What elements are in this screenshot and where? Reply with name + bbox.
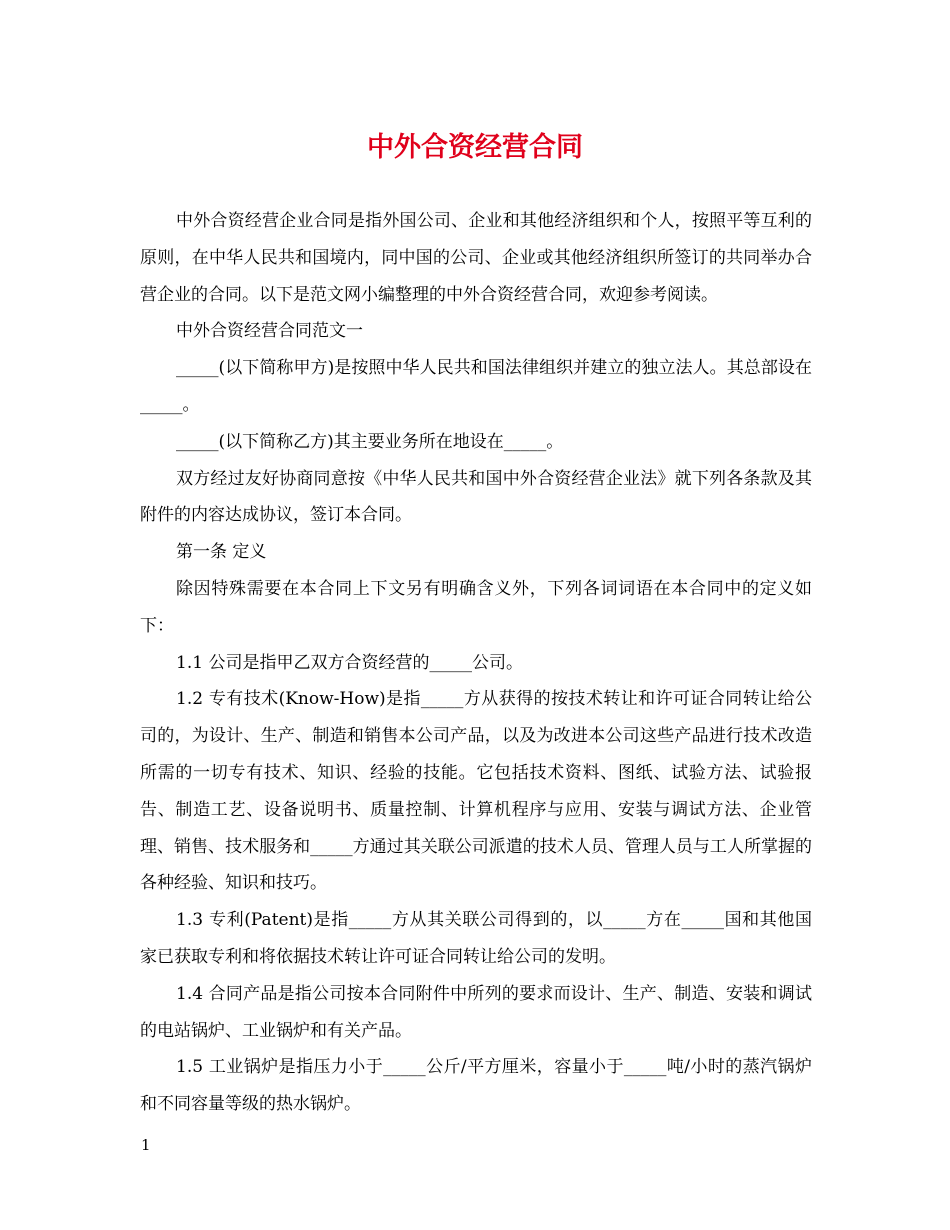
definition-1-2: 1.2 专有技术(Know-How)是指_____方从获得的按技术转让和许可证合同转让给公司的，为设计、生产、制造和销售本公司产品，以及为改进本公司这些产品进行技术改造所需的一切专有技术、知识、经验的技能。它包括技术资料、图纸、试验方法、试验报告、制造工艺、设备说明书、质量控制、计算机程序与应用、安装与调试方法、企业管理、销售、技术服务和_____方通过其关联公司派遣的技术人员、管理人员与工人所掌握的各种经验、知识和技巧。 <box>140 689 812 894</box>
definitions-intro: 除因特殊需要在本合同上下文另有明确含义外，下列各词词语在本合同中的定义如下： <box>140 578 812 636</box>
document-title: 中外合资经营合同 <box>367 132 583 163</box>
article-one-heading: 第一条 定义 <box>176 542 267 563</box>
intro-paragraph: 中外合资经营企业合同是指外国公司、企业和其他经济组织和个人，按照平等互利的原则，在中华人民共和国境内，同中国的公司、企业或其他经济组织所签订的共同举办合营企业的合同。以下是范文网小编整理的中外合资经营合同，欢迎参考阅读。 <box>140 211 812 305</box>
definition-1-1: 1.1 公司是指甲乙双方合资经营的_____公司。 <box>176 652 523 673</box>
agreement-paragraph: 双方经过友好协商同意按《中华人民共和国中外合资经营企业法》就下列各条款及其附件的内容达成协议，签订本合同。 <box>140 468 812 526</box>
section-heading-sample-one: 中外合资经营合同范文一 <box>176 321 363 342</box>
definition-1-5: 1.5 工业锅炉是指压力小于_____公斤/平方厘米，容量小于_____吨/小时的蒸汽锅炉和不同容量等级的热水锅炉。 <box>140 1057 812 1115</box>
party-b-paragraph: _____(以下简称乙方)其主要业务所在地设在_____。 <box>176 431 564 452</box>
party-a-paragraph: _____(以下简称甲方)是按照中华人民共和国法律组织并建立的独立法人。其总部设在_____。 <box>140 358 812 415</box>
document-body <box>140 203 812 1123</box>
definition-1-3: 1.3 专利(Patent)是指_____方从其关联公司得到的，以_____方在_____国和其他国家已获取专利和将依据技术转让许可证合同转让给公司的发明。 <box>140 910 812 967</box>
definition-1-4: 1.4 合同产品是指公司按本合同附件中所列的要求而设计、生产、制造、安装和调试的电站锅炉、工业锅炉和有关产品。 <box>140 983 812 1041</box>
page-number: 1 <box>141 1136 151 1154</box>
